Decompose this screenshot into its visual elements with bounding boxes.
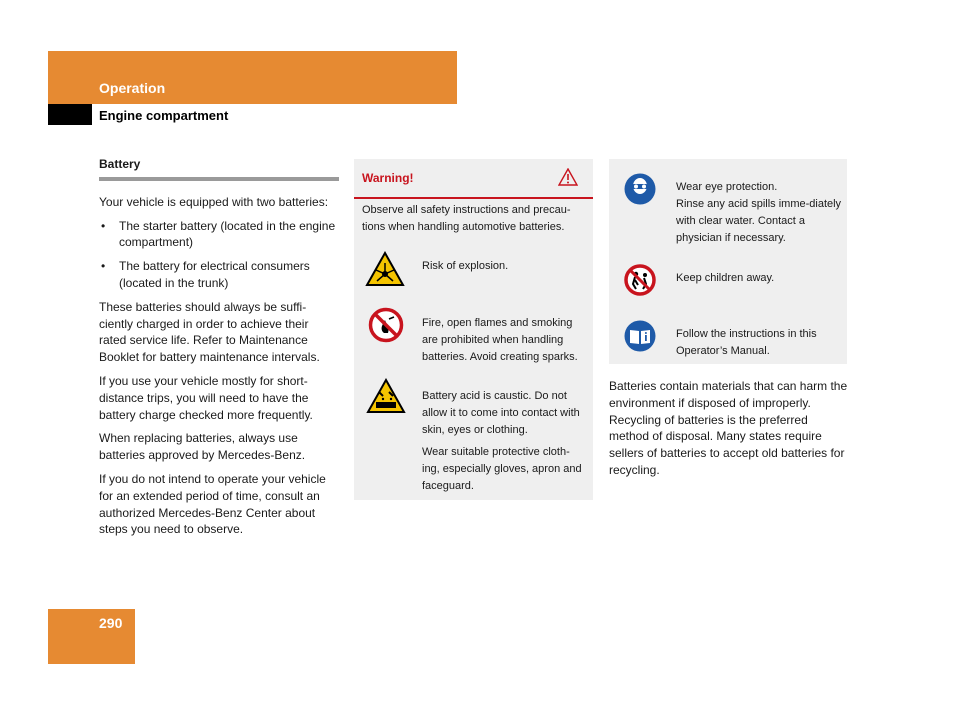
- section-title: Operation: [99, 80, 166, 96]
- battery-list: [99, 218, 339, 292]
- warning-intro: Observe all safety instructions and precau-tions when handling automotive batteries.: [362, 204, 571, 233]
- bullet-icon: •: [101, 259, 106, 274]
- paragraph: If you do not intend to operate your vehicle for an extended period of time, consult an authorized Mercedes-Benz Center about steps you need to observe.: [99, 471, 326, 537]
- intro-paragraph: Your vehicle is equipped with two batteries:: [99, 194, 329, 209]
- keep-children-away-icon: [624, 264, 656, 296]
- manual-text: Follow the instructions in this Operator’s Manual.: [676, 328, 817, 357]
- bullet-icon: •: [101, 218, 106, 233]
- explosion-icon: [365, 251, 405, 287]
- list-item: • The starter battery (located in the engine compartment): [101, 218, 336, 250]
- warning-title: Warning!: [362, 171, 414, 185]
- header-bar: [48, 51, 457, 104]
- battery-column: [99, 156, 339, 545]
- eye-protection-icon: [624, 173, 656, 205]
- corrosive-text: Battery acid is caustic. Do not allow it to come into contact with skin, eyes or clothing.: [422, 390, 580, 436]
- battery-heading: Battery: [99, 156, 339, 181]
- eye-protection-text: Wear eye protection.: [676, 181, 778, 193]
- list-item: • The battery for electrical consumers (located in the trunk): [101, 259, 310, 290]
- subsection-title: Engine compartment: [99, 108, 229, 123]
- page-number: 290: [99, 615, 123, 631]
- no-fire-text: Fire, open flames and smoking are prohibited when handling batteries. Avoid creating sparks.: [422, 317, 578, 363]
- keep-children-away-text: Keep children away.: [676, 272, 775, 284]
- paragraph: If you use your vehicle mostly for short-distance trips, you will need to have the battery charge checked more frequently.: [99, 373, 313, 422]
- acid-rinse-text: Rinse any acid spills imme-diately with clear water. Contact a physician if necessary.: [676, 198, 842, 244]
- recycling-paragraph: Batteries contain materials that can harm the environment if disposed of improperly. Recycling of batteries is the preferred method of disposal. Many states require sellers of batteries to accept old batteries for recycling.: [609, 379, 848, 477]
- section-tab-marker: [48, 104, 92, 125]
- manual-icon: [624, 320, 656, 352]
- paragraph: When replacing batteries, always use batteries approved by Mercedes-Benz.: [99, 431, 306, 463]
- paragraph: These batteries should always be suffi-ciently charged in order to achieve their rated service life. Refer to Maintenance Booklet for battery maintenance intervals.: [99, 299, 320, 365]
- protective-clothing-text: Wear suitable protective cloth-ing, especially gloves, apron and faceguard.: [422, 446, 582, 492]
- explosion-text: Risk of explosion.: [422, 260, 509, 272]
- corrosive-icon: [366, 378, 406, 414]
- warning-triangle-icon: [558, 168, 578, 186]
- no-fire-icon: [368, 307, 404, 343]
